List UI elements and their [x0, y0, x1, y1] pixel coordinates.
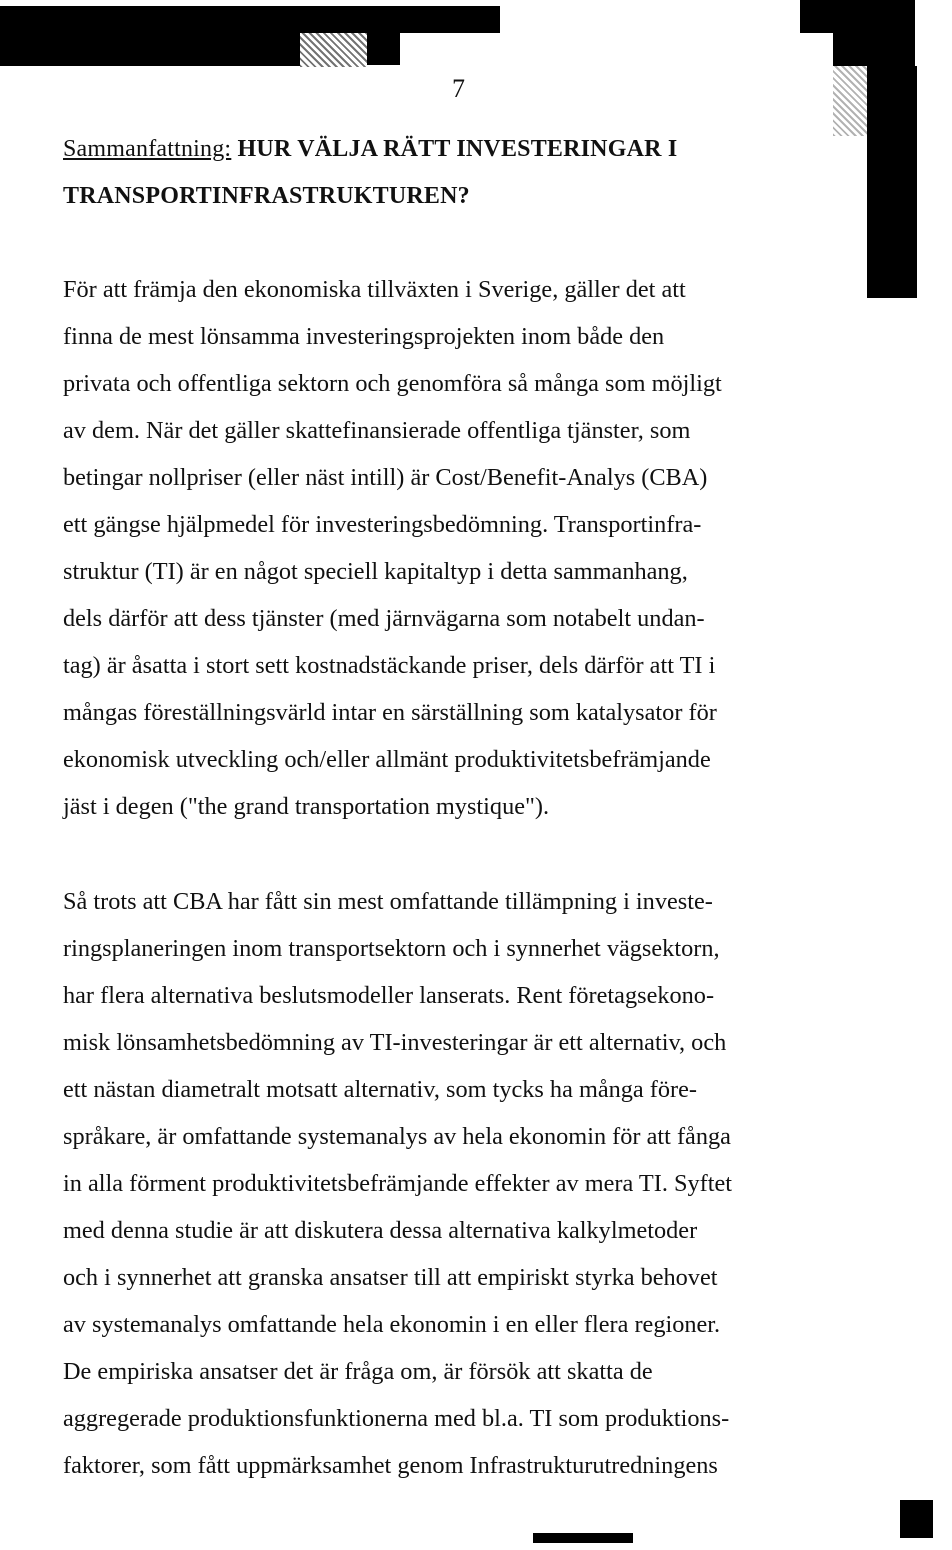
- text-line: privata och offentliga sektorn och genomföra så många som möjligt: [63, 370, 722, 397]
- text-line: misk lönsamhetsbedömning av TI-investeringar är ett alternativ, och: [63, 1029, 727, 1056]
- text-line: tag) är åsatta i stort sett kostnadstäckande priser, dels därför att TI i: [63, 652, 716, 679]
- paragraph-2: [63, 878, 863, 1489]
- text-line: av systemanalys omfattande hela ekonomin i en eller flera regioner.: [63, 1311, 721, 1338]
- text-line: struktur (TI) är en något speciell kapitaltyp i detta sammanhang,: [63, 558, 688, 585]
- scan-artifact-top-left-lower: [0, 33, 300, 66]
- text-line: ekonomisk utveckling och/eller allmänt produktivitetsbefrämjande: [63, 746, 711, 773]
- text-line: dels därför att dess tjänster (med järnvägarna som notabelt undan-: [63, 605, 705, 632]
- scan-artifact-right-bar: [867, 66, 917, 298]
- text-line: För att främja den ekonomiska tillväxten i Sverige, gäller det att: [63, 276, 686, 303]
- text-line: aggregerade produktionsfunktionerna med bl.a. TI som produktions-: [63, 1405, 730, 1432]
- scan-artifact-top-left: [0, 6, 500, 33]
- text-line: Så trots att CBA har fått sin mest omfattande tillämpning i investe-: [63, 888, 713, 915]
- text-line: De empiriska ansatser det är fråga om, är försök att skatta de: [63, 1358, 653, 1385]
- scan-artifact-right-step: [833, 33, 915, 66]
- text-line: med denna studie är att diskutera dessa alternativa kalkylmetoder: [63, 1217, 698, 1244]
- scan-artifact-top-right: [800, 0, 915, 33]
- heading-title-line-1: HUR VÄLJA RÄTT INVESTERINGAR I: [237, 136, 678, 162]
- section-heading: [63, 126, 843, 220]
- page-number: 7: [452, 74, 465, 103]
- text-line: ringsplaneringen inom transportsektorn och i synnerhet vägsektorn,: [63, 935, 720, 962]
- text-line: språkare, är omfattande systemanalys av hela ekonomin för att fånga: [63, 1123, 731, 1150]
- text-line: av dem. När det gäller skattefinansierade offentliga tjänster, som: [63, 417, 691, 444]
- text-line: faktorer, som fått uppmärksamhet genom Infrastrukturutredningens: [63, 1452, 718, 1479]
- text-line: in alla förment produktivitetsbefrämjande effekter av mera TI. Syftet: [63, 1170, 733, 1197]
- text-line: ett nästan diametralt motsatt alternativ, som tycks ha många före-: [63, 1076, 697, 1103]
- text-line: betingar nollpriser (eller näst intill) är Cost/Benefit-Analys (CBA): [63, 464, 708, 491]
- paragraph-1: [63, 266, 863, 830]
- scan-artifact-top-speck: [367, 33, 400, 65]
- text-line: ett gängse hjälpmedel för investeringsbedömning. Transportinfra-: [63, 511, 702, 538]
- text-line: jäst i degen ("the grand transportation mystique").: [63, 793, 550, 820]
- text-line: mångas föreställningsvärld intar en särställning som katalysator för: [63, 699, 717, 726]
- text-line: och i synnerhet att granska ansatser till att empiriskt styrka behovet: [63, 1264, 718, 1291]
- scan-artifact-bottom-bar: [533, 1533, 633, 1543]
- scan-noise-top: [300, 33, 367, 67]
- heading-label: Sammanfattning:: [63, 136, 232, 162]
- text-line: har flera alternativa beslutsmodeller lanserats. Rent företagsekono-: [63, 982, 715, 1009]
- heading-title-line-2: TRANSPORTINFRASTRUKTUREN?: [63, 183, 470, 209]
- scan-artifact-bottom-right: [900, 1500, 933, 1538]
- text-line: finna de mest lönsamma investeringsprojekten inom både den: [63, 323, 665, 350]
